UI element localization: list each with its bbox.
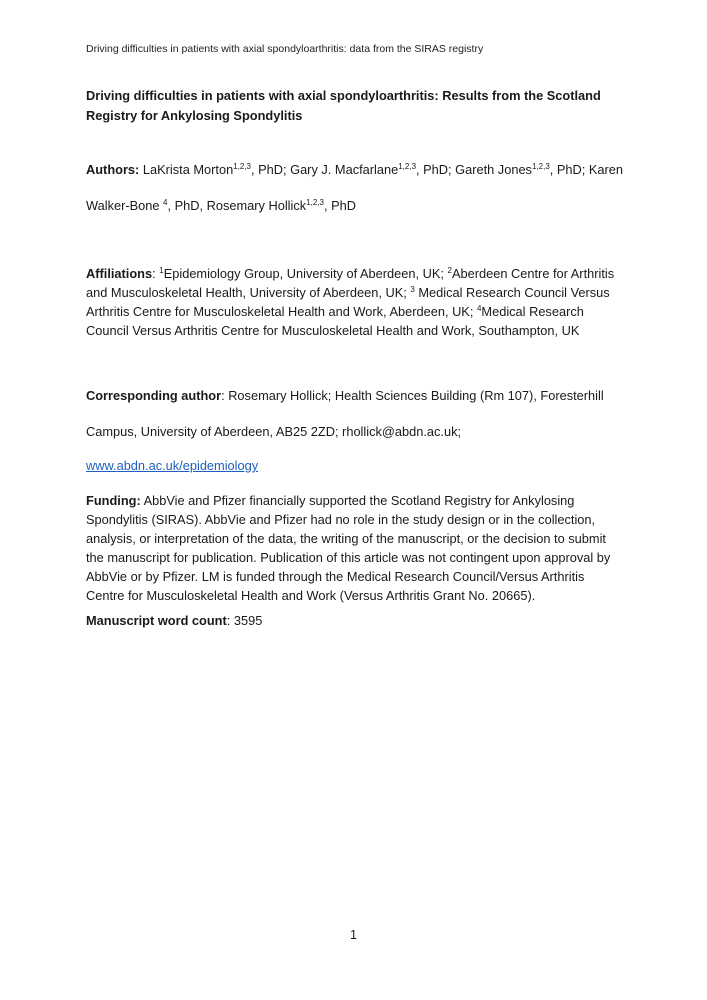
website-line [86,457,258,475]
author-hollick-affil: 1,2,3 [306,198,324,207]
author-walker-bone-affil: 4 [163,198,168,207]
affil-3-text: Medical Research Council Versus Arthritis Centre for Musculoskeletal Health and Work, Aberdeen, UK; [86,285,610,319]
funding-label: Funding: [86,493,141,508]
affiliations [86,264,626,340]
paper-title [86,86,626,126]
corresponding-line-2 [86,423,461,441]
affil-2-text: Aberdeen Centre for Arthritis and Musculoskeletal Health, University of Aberdeen, UK; [86,266,615,300]
author-walker-bone: Walker-Bone [86,198,164,213]
author-macfarlane: , PhD; Gary J. Macfarlane [251,162,399,177]
corresponding-label: Corresponding author [86,388,222,403]
affil-2-marker: 2 [447,266,452,275]
corresponding-text-1: : Rosemary Hollick; Health Sciences Building (Rm 107), Foresterhill [221,388,604,403]
author-jones: , PhD; Gareth Jones [416,162,532,177]
title-rest: Results from the Scotland Registry for Ankylosing Spondylitis [86,88,601,123]
author-hollick: , PhD, Rosemary Hollick [167,198,307,213]
corresponding-text-2: Campus, University of Aberdeen, AB25 2ZD; rhollick@abdn.ac.uk; [86,424,462,439]
affiliations-label: Affiliations [86,266,153,281]
website-link[interactable]: www.abdn.ac.uk/epidemiology [86,458,259,473]
page-number: 1 [350,928,357,942]
author-jones-affil: 1,2,3 [531,162,550,171]
funding [86,491,626,605]
word-count-label: Manuscript word count [86,613,227,628]
author-karen: , PhD; Karen [549,162,624,177]
affil-4-text: Medical Research Council Versus Arthritis Centre for Musculoskeletal Health and Work, Southampton, UK [86,304,584,338]
title-bold: Driving difficulties in patients with axial spondyloarthritis: [86,88,439,103]
authors-label: Authors: [86,162,140,177]
affiliations-colon: : [152,266,160,281]
authors-line-1 [86,161,623,179]
running-header: Driving difficulties in patients with axial spondyloarthritis: data from the SIRAS registry [86,43,484,55]
affil-1-marker: 1 [159,266,164,275]
affil-1-text: Epidemiology Group, University of Aberdeen, UK; [163,266,448,281]
author-hollick-degree: , PhD [323,198,356,213]
word-count-value: : 3595 [226,613,263,628]
author-morton-affil: 1,2,3 [233,162,251,171]
affil-4-marker: 4 [476,304,482,313]
word-count [86,612,262,630]
corresponding-line-1 [86,387,604,405]
affil-3-marker: 3 [410,285,415,294]
author-macfarlane-affil: 1,2,3 [398,162,417,171]
author-morton: LaKrista Morton [139,162,234,177]
funding-text: AbbVie and Pfizer financially supported the Scotland Registry for Ankylosing Spondylitis (SIRAS). AbbVie and Pfizer had no role in the study design or in the collection, analysis, or interpretation of the data, the writing of the manuscript, or the decision to submit the manuscript for publication. Publication of this article was not contingent upon approval by AbbVie or by Pfizer. LM is funded through the Medical Research Council/Versus Arthritis Centre for Musculoskeletal Health and Work (Versus Arthritis Grant No. 20665). [86,493,611,603]
authors-line-2 [86,197,356,215]
